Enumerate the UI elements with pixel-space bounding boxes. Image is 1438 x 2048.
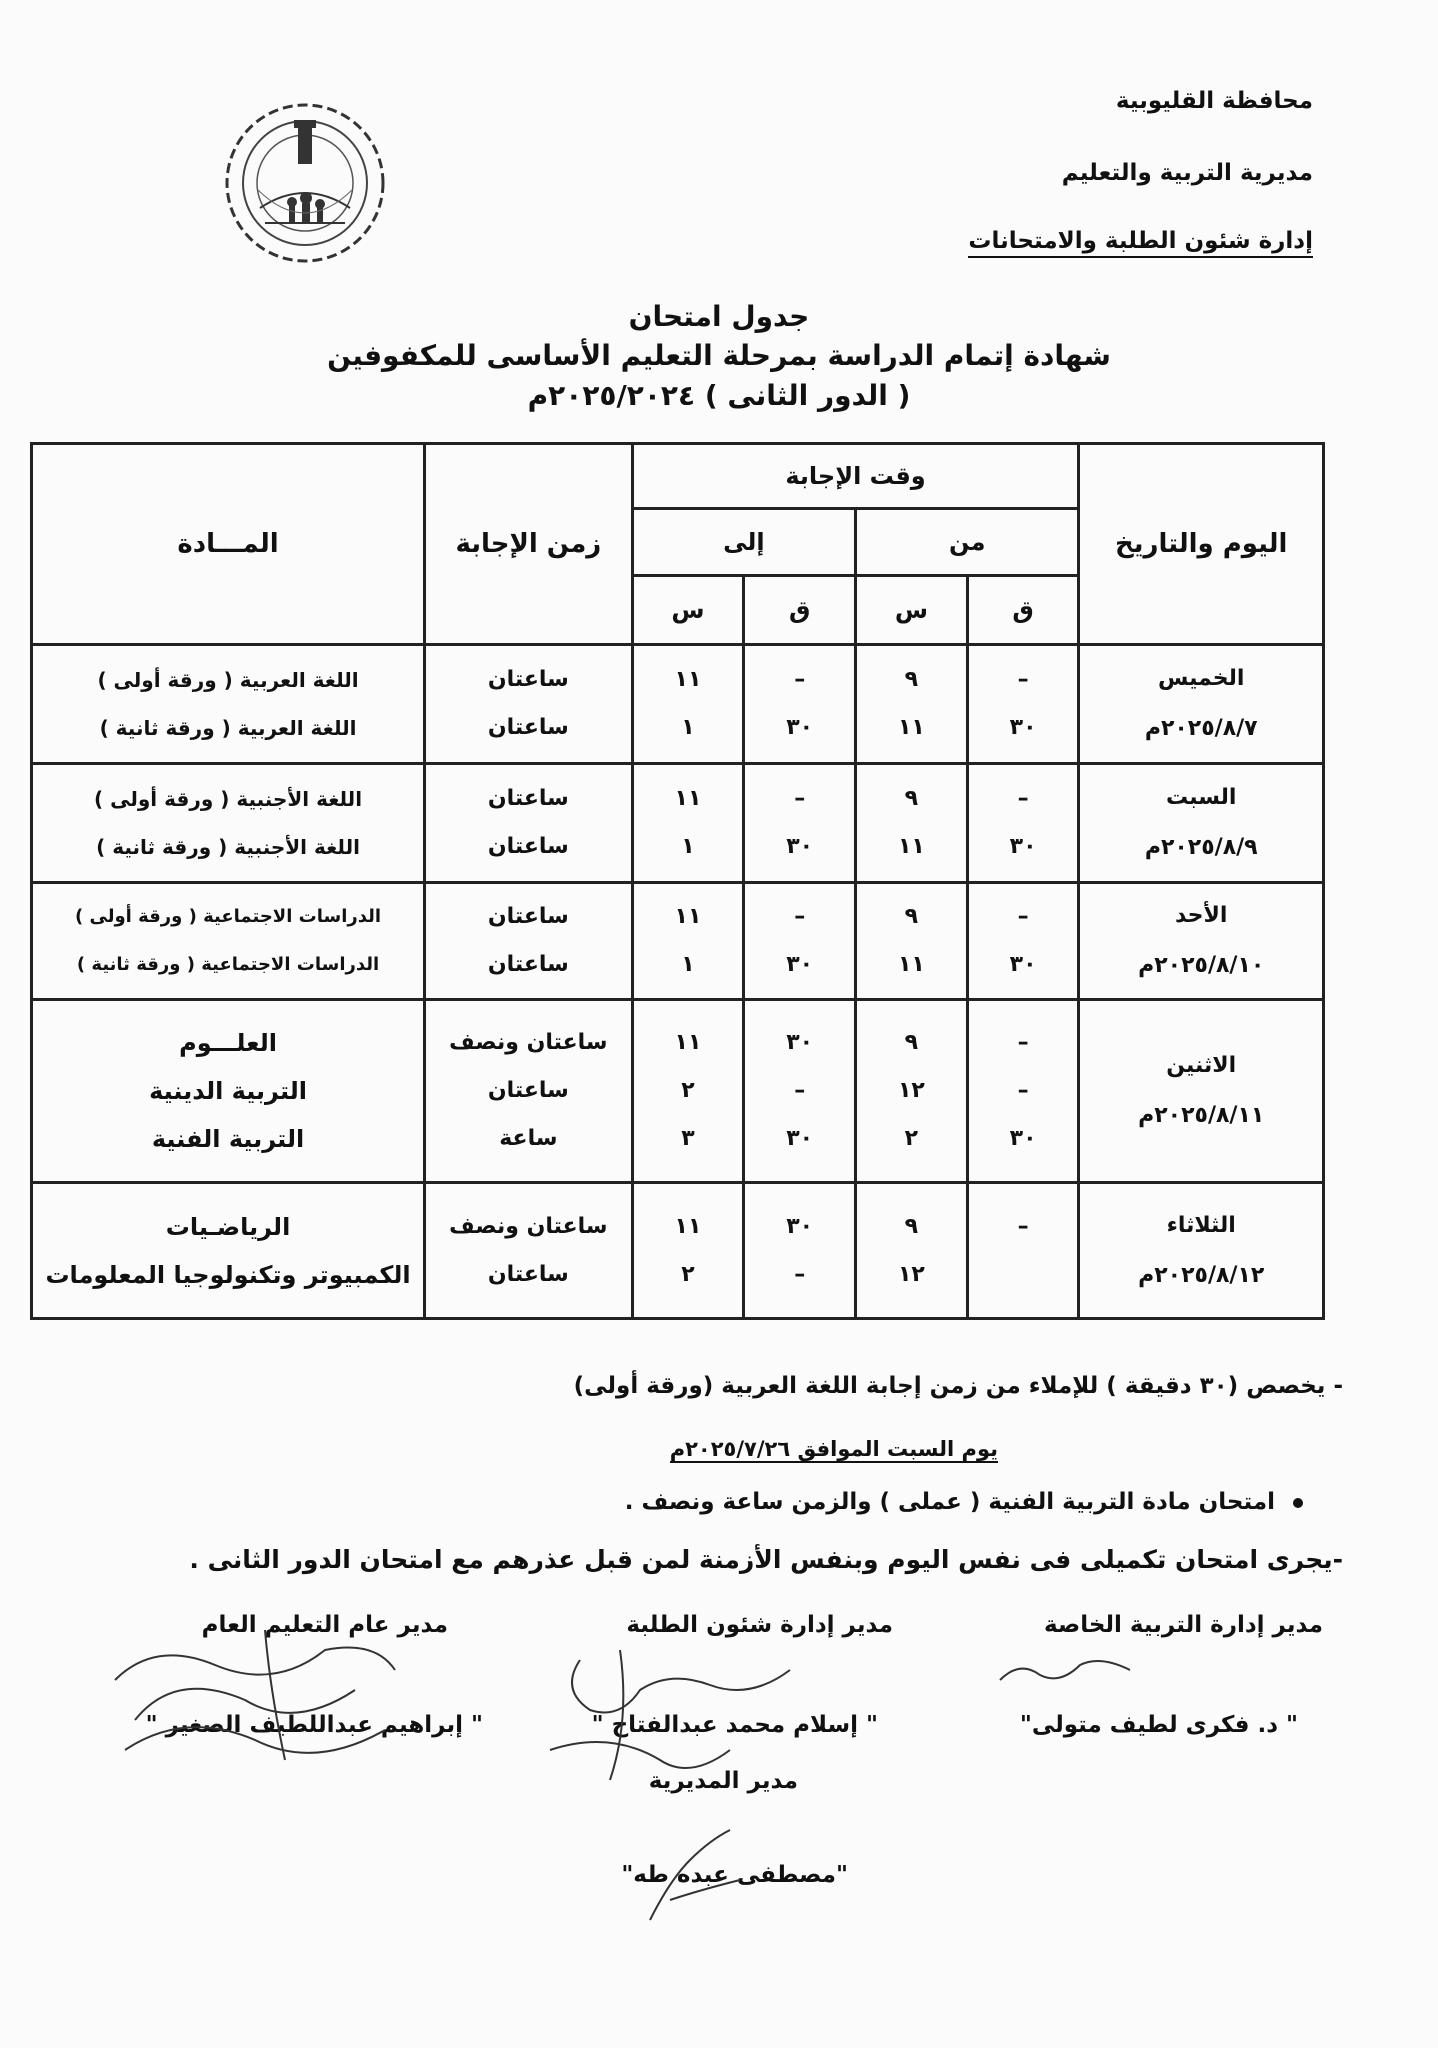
schedule-body: [32, 645, 1324, 1319]
to-minutes: –: [794, 904, 806, 929]
from-hours: ٩: [904, 1213, 919, 1239]
subject: الكمبيوتر وتكنولوجيا المعلومات: [45, 1260, 411, 1289]
handwritten-signature-students: [520, 1630, 840, 1790]
from-minutes: –: [1017, 1078, 1029, 1103]
from-minutes: –: [1017, 786, 1029, 811]
subject: التربية الدينية: [149, 1077, 308, 1105]
from-hours: ٢: [904, 1126, 919, 1151]
exam-schedule-table: [30, 442, 1325, 1320]
day-name: الاثنين: [1166, 1053, 1237, 1078]
subject: اللغة العربية ( ورقة أولى ): [97, 668, 359, 692]
from-hours: ٩: [904, 904, 919, 929]
from-hours: ١١: [897, 952, 925, 977]
header-answer-time: وقت الإجابة: [632, 444, 1079, 509]
from-minutes: ٣٠: [1009, 715, 1037, 740]
from-minutes: ٣٠: [1009, 952, 1037, 977]
subject: اللغة الأجنبية ( ورقة أولى ): [94, 787, 363, 811]
table-row: [32, 1000, 1324, 1183]
signatory-role: مدير إدارة التربية الخاصة: [1044, 1612, 1323, 1638]
signatory-name: " إبراهيم عبداللطيف الصغير ": [145, 1712, 483, 1738]
directorate-seal-logo: [220, 98, 390, 268]
directorate-name: مديرية التربية والتعليم: [1061, 160, 1313, 186]
from-hours: ٩: [904, 667, 919, 692]
exam-date: ٢٠٢٥/٨/٧م: [1144, 716, 1258, 741]
bullet-icon: [1293, 1498, 1303, 1508]
signatory-role: مدير عام التعليم العام: [201, 1612, 448, 1638]
signature-special-education-name: [1020, 1712, 1298, 1738]
subject: الرياضـيات: [165, 1212, 291, 1241]
from-hours: ١٢: [897, 1261, 925, 1287]
day-date-cell: [1079, 645, 1324, 764]
to-hours: ١١: [674, 786, 702, 811]
header-from-minutes: ق: [967, 576, 1079, 645]
duration: ساعة: [499, 1126, 558, 1151]
subject: العلـــوم: [179, 1029, 277, 1057]
governorate-name: محافظة القليوبية: [1115, 88, 1313, 114]
to-minutes: –: [794, 1078, 806, 1103]
from-minutes: ٣٠: [1009, 1126, 1037, 1151]
to-hours: ١١: [674, 1030, 702, 1055]
subject: اللغة الأجنبية ( ورقة ثانية ): [96, 835, 360, 859]
from-hours: ١١: [897, 834, 925, 859]
note-art-exam-text: امتحان مادة التربية الفنية ( عملى ) والزمن ساعة ونصف .: [624, 1489, 1275, 1515]
from-minutes: ٣٠: [1009, 834, 1037, 859]
to-hours: ١: [681, 834, 695, 859]
table-row: [32, 645, 1324, 764]
signatory-name: " د. فكرى لطيف متولى": [1019, 1712, 1298, 1738]
duration: ساعتان: [487, 1078, 569, 1103]
from-minutes: –: [1017, 904, 1029, 929]
subject: التربية الفنية: [151, 1125, 305, 1153]
to-minutes: –: [794, 786, 806, 811]
handwritten-signature-special-ed: [990, 1650, 1140, 1690]
duration: ساعتان ونصف: [449, 1213, 608, 1239]
day-date-cell: [1079, 1000, 1324, 1183]
duration: ساعتان ونصف: [449, 1030, 608, 1055]
exam-date: ٢٠٢٥/٨/١٠م: [1138, 953, 1265, 978]
note-makeup-exam: -يجرى امتحان تكميلى فى نفس اليوم وبنفس الأزمنة لمن قبل عذرهم مع امتحان الدور الثانى .: [189, 1545, 1343, 1574]
header-to-minutes: ق: [744, 576, 856, 645]
header-to-hours: س: [632, 576, 744, 645]
day-date-cell: [1079, 764, 1324, 883]
header-to: إلى: [632, 509, 855, 576]
to-minutes: ٣٠: [786, 715, 814, 740]
to-hours: ١: [681, 952, 695, 977]
to-minutes: ٣٠: [786, 952, 814, 977]
from-hours: ٩: [904, 1030, 919, 1055]
from-minutes: –: [1017, 667, 1029, 692]
signatory-role: مدير المديرية: [648, 1768, 798, 1794]
exam-date: ٢٠٢٥/٨/١٢م: [1138, 1262, 1265, 1288]
title-line-1: جدول امتحان: [628, 300, 810, 333]
to-hours: ١١: [674, 904, 702, 929]
day-name: الأحد: [1174, 903, 1228, 928]
exam-date: ٢٠٢٥/٨/١١م: [1138, 1103, 1265, 1128]
from-hours: ١١: [897, 715, 925, 740]
note-art-exam: [625, 1489, 1303, 1515]
to-minutes: ٣٠: [786, 1030, 814, 1055]
note-dictation-date: يوم السبت الموافق ٢٠٢٥/٧/٢٦م: [669, 1437, 998, 1461]
signatory-name: "مصطفى عبده طه": [621, 1862, 848, 1888]
to-hours: ١١: [674, 1213, 702, 1239]
to-hours: ٢: [681, 1261, 695, 1287]
subject: الدراسات الاجتماعية ( ورقة أولى ): [75, 906, 382, 927]
from-hours: ٩: [904, 786, 919, 811]
title-line-3: ( الدور الثانى ) ٢٠٢٥/٢٠٢٤م: [527, 379, 911, 412]
subject: اللغة العربية ( ورقة ثانية ): [99, 716, 357, 740]
table-row: [32, 764, 1324, 883]
from-minutes: –: [1017, 1213, 1029, 1239]
table-row: [32, 1183, 1324, 1319]
to-minutes: –: [794, 1261, 806, 1287]
duration: ساعتان: [487, 834, 569, 859]
to-minutes: ٣٠: [786, 1213, 814, 1239]
from-minutes: –: [1017, 1030, 1029, 1055]
to-hours: ٢: [681, 1078, 695, 1103]
header-from-hours: س: [856, 576, 968, 645]
signature-special-education: [1044, 1612, 1323, 1638]
duration: ساعتان: [487, 715, 569, 740]
to-hours: ١١: [674, 667, 702, 692]
duration: ساعتان: [487, 1261, 569, 1287]
from-minutes: [969, 1251, 1078, 1299]
handwritten-signature-general: [95, 1610, 425, 1780]
day-name: السبت: [1165, 785, 1237, 810]
from-hours: ١٢: [897, 1078, 925, 1103]
exam-date: ٢٠٢٥/٨/٩م: [1144, 835, 1258, 860]
department-name: إدارة شئون الطلبة والامتحانات: [968, 228, 1313, 258]
duration: ساعتان: [487, 786, 569, 811]
day-date-cell: [1079, 1183, 1324, 1319]
title-line-2: شهادة إتمام الدراسة بمرحلة التعليم الأساسى للمكفوفين: [327, 339, 1111, 372]
signatory-role: مدير إدارة شئون الطلبة: [626, 1612, 893, 1638]
to-minutes: ٣٠: [786, 834, 814, 859]
day-name: الخميس: [1157, 666, 1245, 691]
day-name: الثلاثاء: [1166, 1212, 1236, 1238]
duration: ساعتان: [487, 667, 569, 692]
to-minutes: ٣٠: [786, 1126, 814, 1151]
to-minutes: –: [794, 667, 806, 692]
document-titles: [0, 298, 1438, 416]
handwritten-signature-directorate: [620, 1820, 760, 1930]
table-row: [32, 883, 1324, 1000]
header-from: من: [856, 509, 1079, 576]
header-day-date: اليوم والتاريخ: [1079, 444, 1324, 645]
to-hours: ١: [681, 715, 695, 740]
header-subject: المـــادة: [32, 444, 425, 645]
note-dictation: - يخصص (٣٠ دقيقة ) للإملاء من زمن إجابة اللغة العربية (ورقة أولى): [573, 1373, 1343, 1399]
subject: الدراسات الاجتماعية ( ورقة ثانية ): [76, 954, 380, 975]
duration: ساعتان: [487, 952, 569, 977]
to-hours: ٣: [681, 1126, 695, 1151]
header-duration: زمن الإجابة: [425, 444, 633, 645]
signatory-name: " إسلام محمد عبدالفتاح ": [591, 1712, 878, 1738]
duration: ساعتان: [487, 904, 569, 929]
day-date-cell: [1079, 883, 1324, 1000]
